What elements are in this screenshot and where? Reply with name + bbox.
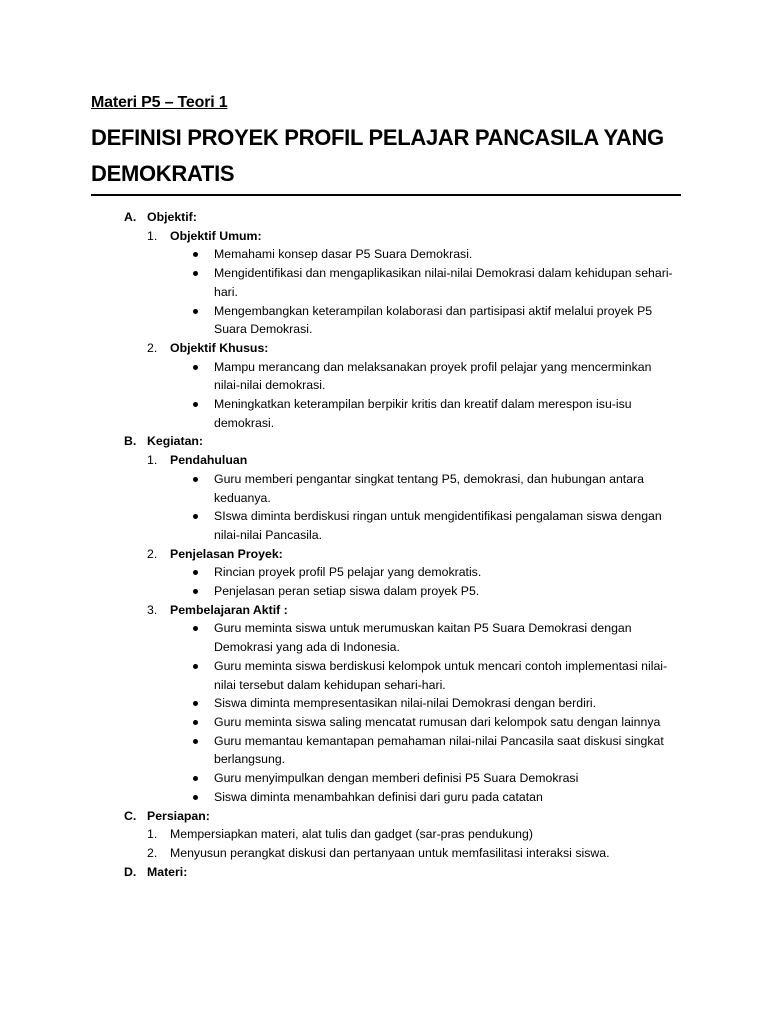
bullet-list [0, 358, 768, 433]
list-item: Rincian proyek profil P5 pelajar yang demokratis. [0, 563, 768, 582]
subsection-objektif-umum [0, 227, 768, 246]
section-a-heading [0, 208, 768, 227]
subsection-label: Pembelajaran Aktif : [170, 602, 288, 617]
subsection-marker: 3. [147, 602, 158, 617]
list-item: Siswa diminta menambahkan definisi dari guru pada catatan [0, 788, 768, 807]
list-item: Mengidentifikasi dan mengaplikasikan nilai-nilai Demokrasi dalam kehidupan sehari-hari. [0, 264, 768, 301]
bullet-icon [193, 570, 198, 575]
document-subtitle: Materi P5 – Teori 1 [91, 94, 228, 111]
bullet-icon [193, 664, 198, 669]
list-item: Memahami konsep dasar P5 Suara Demokrasi. [0, 245, 768, 264]
bullet-icon [193, 365, 198, 370]
numbered-item [0, 844, 768, 863]
bullet-icon [193, 271, 198, 276]
bullet-icon [193, 252, 198, 257]
section-marker: D. [124, 864, 137, 879]
item-marker: 2. [147, 845, 158, 860]
subsection-objektif-khusus [0, 339, 768, 358]
list-item: Guru meminta siswa berdiskusi kelompok untuk mencari contoh implementasi nilai-nilai tersebut dalam kehidupan sehari-hari. [0, 657, 768, 694]
document-body [0, 208, 768, 881]
list-item: Mengembangkan keterampilan kolaborasi dan partisipasi aktif melalui proyek P5 Suara Demokrasi. [0, 302, 768, 339]
section-label: Kegiatan: [147, 434, 204, 449]
list-item: SIswa diminta berdiskusi ringan untuk mengidentifikasi pengalaman siswa dengan nilai-nilai Pancasila. [0, 507, 768, 544]
subsection-marker: 1. [147, 453, 158, 468]
subsection-marker: 2. [147, 340, 158, 355]
bullet-icon [193, 402, 198, 407]
bullet-icon [193, 720, 198, 725]
section-marker: A. [124, 210, 137, 224]
subsection-pendahuluan [0, 451, 768, 470]
item-marker: 1. [147, 827, 158, 842]
section-marker: B. [124, 434, 137, 449]
section-b-heading [0, 432, 768, 451]
section-label: Materi: [147, 864, 188, 879]
list-item: Meningkatkan keterampilan berpikir kritis dan kreatif dalam merespon isu-isu demokrasi. [0, 395, 768, 432]
list-item: Guru meminta siswa saling mencatat rumusan dari kelompok satu dengan lainnya [0, 713, 768, 732]
list-item: Guru menyimpulkan dengan memberi definisi P5 Suara Demokrasi [0, 769, 768, 788]
bullet-list [0, 563, 768, 600]
subsection-label: Penjelasan Proyek: [170, 546, 283, 561]
bullet-icon [193, 626, 198, 631]
section-label: Persiapan: [147, 808, 210, 823]
bullet-icon [193, 477, 198, 482]
list-item: Penjelasan peran setiap siswa dalam proyek P5. [0, 582, 768, 601]
bullet-icon [193, 309, 198, 314]
bullet-list [0, 619, 768, 806]
bullet-list [0, 245, 768, 339]
subsection-pembelajaran-aktif [0, 601, 768, 620]
section-marker: C. [124, 808, 137, 823]
bullet-list [0, 470, 768, 545]
bullet-icon [193, 589, 198, 594]
document-title: DEFINISI PROYEK PROFIL PELAJAR PANCASILA YANG DEMOKRATIS [91, 120, 681, 196]
subsection-label: Objektif Khusus: [170, 340, 269, 355]
numbered-item [0, 825, 768, 844]
section-d-heading [0, 863, 768, 882]
subsection-label: Pendahuluan [170, 453, 248, 468]
subsection-marker: 1. [147, 228, 158, 243]
list-item: Guru memantau kemantapan pemahaman nilai-nilai Pancasila saat diskusi singkat berlangsung. [0, 732, 768, 769]
section-label: Objektif: [147, 210, 197, 224]
item-text: Mempersiapkan materi, alat tulis dan gadget (sar-pras pendukung) [170, 827, 533, 842]
list-item: Guru memberi pengantar singkat tentang P5, demokrasi, dan hubungan antara keduanya. [0, 470, 768, 507]
bullet-icon [193, 701, 198, 706]
list-item: Siswa diminta mempresentasikan nilai-nilai Demokrasi dengan berdiri. [0, 694, 768, 713]
subsection-label: Objektif Umum: [170, 228, 262, 243]
subsection-marker: 2. [147, 546, 158, 561]
bullet-icon [193, 739, 198, 744]
bullet-icon [193, 795, 198, 800]
bullet-icon [193, 514, 198, 519]
list-item: Mampu merancang dan melaksanakan proyek profil pelajar yang mencerminkan nilai-nilai demokrasi. [0, 358, 768, 395]
list-item: Guru meminta siswa untuk merumuskan kaitan P5 Suara Demokrasi dengan Demokrasi yang ada di Indonesia. [0, 619, 768, 656]
subsection-penjelasan-proyek [0, 545, 768, 564]
item-text: Menyusun perangkat diskusi dan pertanyaan untuk memfasilitasi interaksi siswa. [170, 845, 610, 860]
section-c-heading [0, 807, 768, 826]
bullet-icon [193, 776, 198, 781]
